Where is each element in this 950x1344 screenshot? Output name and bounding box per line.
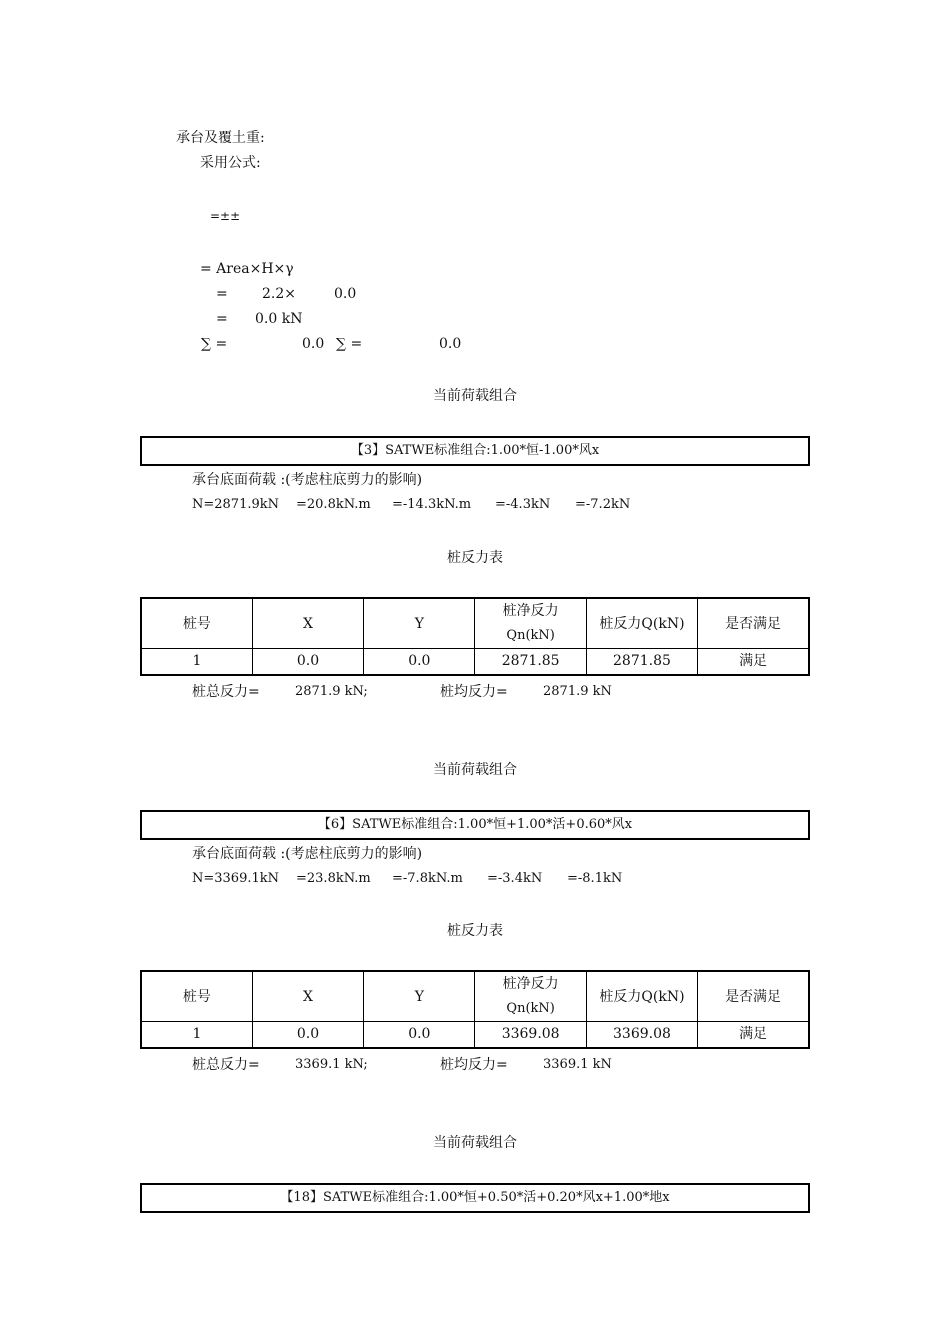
col-net-reaction-unit: Qn(kN) [506, 1001, 555, 1016]
section-title: 当前荷载组合 [433, 388, 517, 404]
formula-label: 采用公式: [200, 155, 261, 171]
cell-satisfied: 满足 [698, 1022, 809, 1049]
force-vy: =-8.1kN [567, 871, 623, 886]
result-value: 0.0 kN [255, 311, 303, 327]
col-y: Y [364, 971, 475, 1022]
col-reaction: 桩反力Q(kN) [586, 971, 697, 1022]
col-net-reaction [475, 971, 586, 1022]
avg-reaction-label: 桩均反力= [440, 684, 508, 700]
load-combination-box: 【6】SATWE标准组合:1.00*恒+1.00*活+0.60*风x [140, 810, 810, 840]
total-reaction-value: 3369.1 kN; [295, 1057, 368, 1072]
pile-reaction-table [140, 970, 810, 1049]
cell-y: 0.0 [364, 649, 475, 676]
sum1-label: ∑ = [201, 336, 228, 352]
sum1-value: 0.0 [302, 336, 325, 352]
col-y: Y [364, 598, 475, 649]
section-title: 当前荷载组合 [433, 762, 517, 778]
col-net-reaction [475, 598, 586, 649]
cap-weight-heading: 承台及覆土重: [176, 130, 265, 146]
total-reaction-value: 2871.9 kN; [295, 684, 368, 699]
col-net-reaction-label: 桩净反力 [502, 603, 559, 619]
col-net-reaction-label: 桩净反力 [502, 976, 559, 992]
force-my: =-7.8kN.m [392, 871, 463, 886]
avg-reaction-value: 3369.1 kN [543, 1057, 612, 1072]
col-pile-no: 桩号 [141, 598, 252, 649]
col-pile-no: 桩号 [141, 971, 252, 1022]
total-reaction-label: 桩总反力= [192, 1057, 260, 1073]
table-header-row [141, 971, 809, 1022]
table-row [141, 649, 809, 676]
col-x: X [252, 971, 363, 1022]
force-vx: =-4.3kN [495, 497, 551, 512]
col-reaction: 桩反力Q(kN) [586, 598, 697, 649]
table-header-row [141, 598, 809, 649]
force-mx: =20.8kN.m [296, 497, 371, 512]
force-mx: =23.8kN.m [296, 871, 371, 886]
formula-symbol: =±± [210, 209, 241, 223]
cell-pile-no: 1 [141, 649, 252, 676]
cell-net-reaction: 2871.85 [475, 649, 586, 676]
col-net-reaction-unit: Qn(kN) [506, 628, 555, 643]
col-x: X [252, 598, 363, 649]
pile-reaction-table [140, 597, 810, 676]
reaction-table-title: 桩反力表 [447, 923, 503, 939]
cap-load-label: 承台底面荷载 :(考虑柱底剪力的影响) [192, 846, 423, 862]
col-satisfied: 是否满足 [698, 971, 809, 1022]
cell-satisfied: 满足 [698, 649, 809, 676]
cell-x: 0.0 [252, 649, 363, 676]
total-reaction-label: 桩总反力= [192, 684, 260, 700]
cell-reaction: 2871.85 [586, 649, 697, 676]
cell-net-reaction: 3369.08 [475, 1022, 586, 1049]
calc-value: 0.0 [334, 286, 357, 302]
table-row [141, 1022, 809, 1049]
force-vy: =-7.2kN [575, 497, 631, 512]
cell-x: 0.0 [252, 1022, 363, 1049]
sum2-label: ∑ = [336, 336, 363, 352]
sum2-value: 0.0 [439, 336, 462, 352]
calc-area: 2.2× [262, 286, 296, 302]
cell-pile-no: 1 [141, 1022, 252, 1049]
result-eq: = [216, 311, 228, 327]
calc-eq: = [216, 286, 228, 302]
reaction-table-title: 桩反力表 [447, 550, 503, 566]
force-n: N=2871.9kN [192, 497, 280, 512]
load-combination-box: 【3】SATWE标准组合:1.00*恒-1.00*风x [140, 436, 810, 466]
col-satisfied: 是否满足 [698, 598, 809, 649]
avg-reaction-label: 桩均反力= [440, 1057, 508, 1073]
cap-load-label: 承台底面荷载 :(考虑柱底剪力的影响) [192, 472, 423, 488]
force-my: =-14.3kN.m [392, 497, 472, 512]
force-vx: =-3.4kN [487, 871, 543, 886]
cell-reaction: 3369.08 [586, 1022, 697, 1049]
section-title: 当前荷载组合 [433, 1135, 517, 1151]
formula-equation: = Area×H×γ [200, 261, 294, 277]
cell-y: 0.0 [364, 1022, 475, 1049]
force-n: N=3369.1kN [192, 871, 280, 886]
avg-reaction-value: 2871.9 kN [543, 684, 612, 699]
load-combination-box: 【18】SATWE标准组合:1.00*恒+0.50*活+0.20*风x+1.00*地x [140, 1183, 810, 1213]
